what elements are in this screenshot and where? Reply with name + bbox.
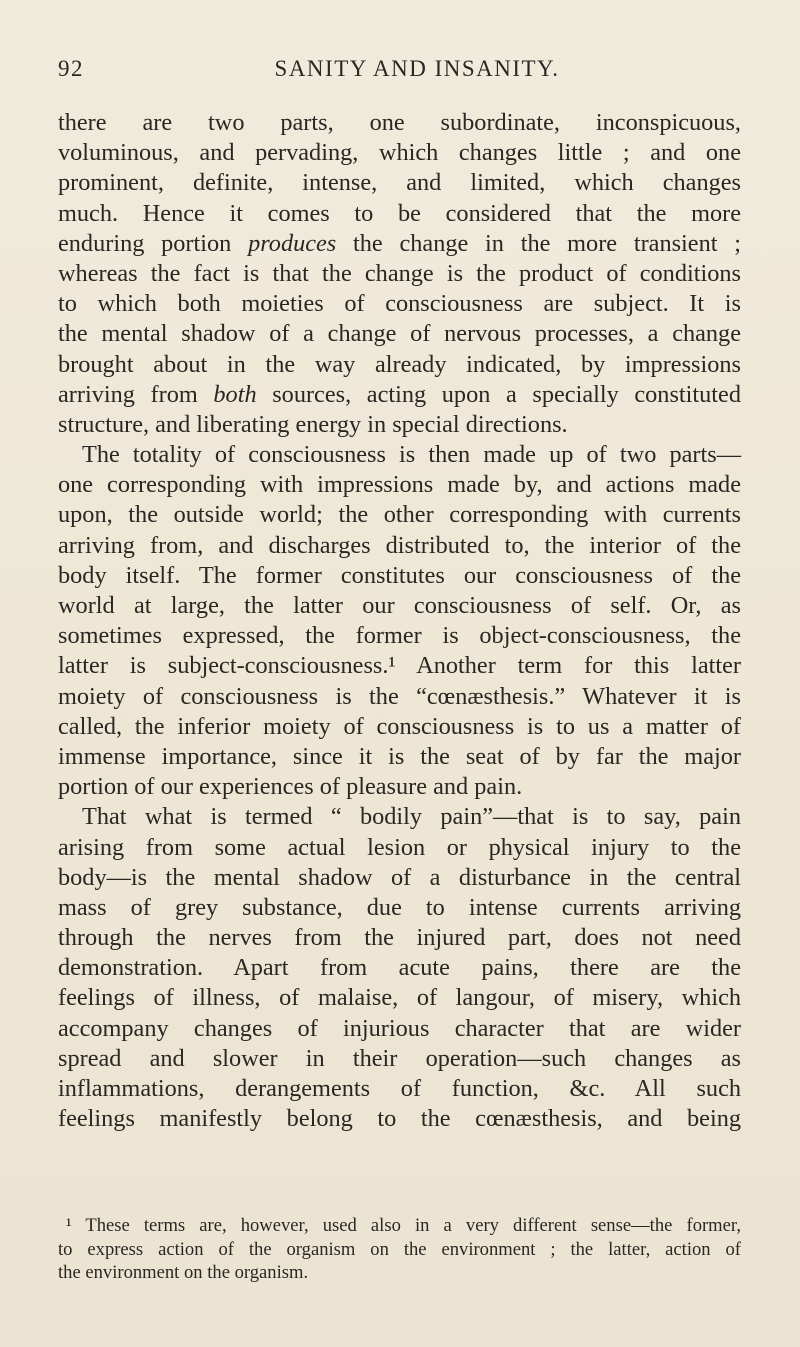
footnote <box>58 1214 741 1285</box>
text-line: portion of our experiences of pleasure and pain. <box>58 773 523 801</box>
text-run: sources, acting upon a specially constituted <box>256 380 741 408</box>
text-line: latter is subject-consciousness.¹ Another term for this latter <box>58 652 741 680</box>
text-line: upon, the outside world; the other corresponding with currents <box>58 501 741 529</box>
text-line: arriving from, and discharges distributed to, the interior of the <box>58 531 741 559</box>
text-line: accompany changes of injurious character that are wider <box>58 1014 741 1042</box>
text-line: prominent, definite, intense, and limited, which changes <box>58 169 741 197</box>
text-line: world at large, the latter our consciousness of self. Or, as <box>58 592 741 619</box>
text-line: moiety of consciousness is the “cœnæsthesis.” Whatever it is <box>58 682 741 710</box>
text-run: enduring portion <box>58 229 249 257</box>
text-run: the change in the more transient ; <box>336 229 742 257</box>
text-line: to which both moieties of consciousness are subject. It is <box>58 290 741 318</box>
text-line: feelings of illness, of malaise, of langour, of misery, which <box>58 984 741 1012</box>
text-run: arriving from <box>58 380 214 408</box>
text-line: the mental shadow of a change of nervous processes, a change <box>58 320 741 348</box>
text-line: feelings manifestly belong to the cœnæsthesis, and being <box>58 1105 741 1133</box>
body-text <box>58 108 741 1134</box>
text-line: through the nerves from the injured part, does not need <box>58 924 741 952</box>
running-title: SANITY AND INSANITY. <box>274 56 560 81</box>
italic-word: produces <box>248 229 337 257</box>
text-line <box>58 229 741 259</box>
paragraph-start-line: The totality of consciousness is then made up of two parts— <box>82 441 741 469</box>
paragraph-start-line: That what is termed “ bodily pain”—that is to say, pain <box>82 803 741 831</box>
running-head <box>58 56 752 86</box>
text-line: immense importance, since it is the seat of by far the major <box>58 742 741 770</box>
text-line: one corresponding with impressions made by, and actions made <box>58 471 741 499</box>
text-line: much. Hence it comes to be considered that the more <box>58 199 741 227</box>
text-line: whereas the fact is that the change is the product of conditions <box>58 259 741 287</box>
text-line: brought about in the way already indicated, by impressions <box>58 350 741 378</box>
text-line: sometimes expressed, the former is object-consciousness, the <box>58 622 741 650</box>
page-number: 92 <box>58 56 84 81</box>
footnote-line: to express action of the organism on the environment ; the latter, action of <box>58 1238 741 1260</box>
text-line: body—is the mental shadow of a disturbance in the central <box>58 863 741 891</box>
text-line: voluminous, and pervading, which changes little ; and one <box>58 139 741 167</box>
text-line: spread and slower in their operation—such changes as <box>58 1044 741 1072</box>
text-line: called, the inferior moiety of consciousness is to us a matter of <box>58 712 741 740</box>
text-line: mass of grey substance, due to intense currents arriving <box>58 893 741 921</box>
text-line <box>58 380 741 410</box>
text-line: arising from some actual lesion or physical injury to the <box>58 833 741 861</box>
text-line: body itself. The former constitutes our consciousness of the <box>58 561 741 589</box>
text-line: structure, and liberating energy in special directions. <box>58 410 568 438</box>
text-line: inflammations, derangements of function, &c. All such <box>58 1075 741 1102</box>
italic-word: both <box>213 380 257 408</box>
footnote-line: the environment on the organism. <box>58 1262 309 1284</box>
text-line: there are two parts, one subordinate, inconspicuous, <box>58 109 741 136</box>
footnote-line: ¹ These terms are, however, used also in a very different sense—the former, <box>66 1215 741 1236</box>
text-line: demonstration. Apart from acute pains, there are the <box>58 954 741 982</box>
